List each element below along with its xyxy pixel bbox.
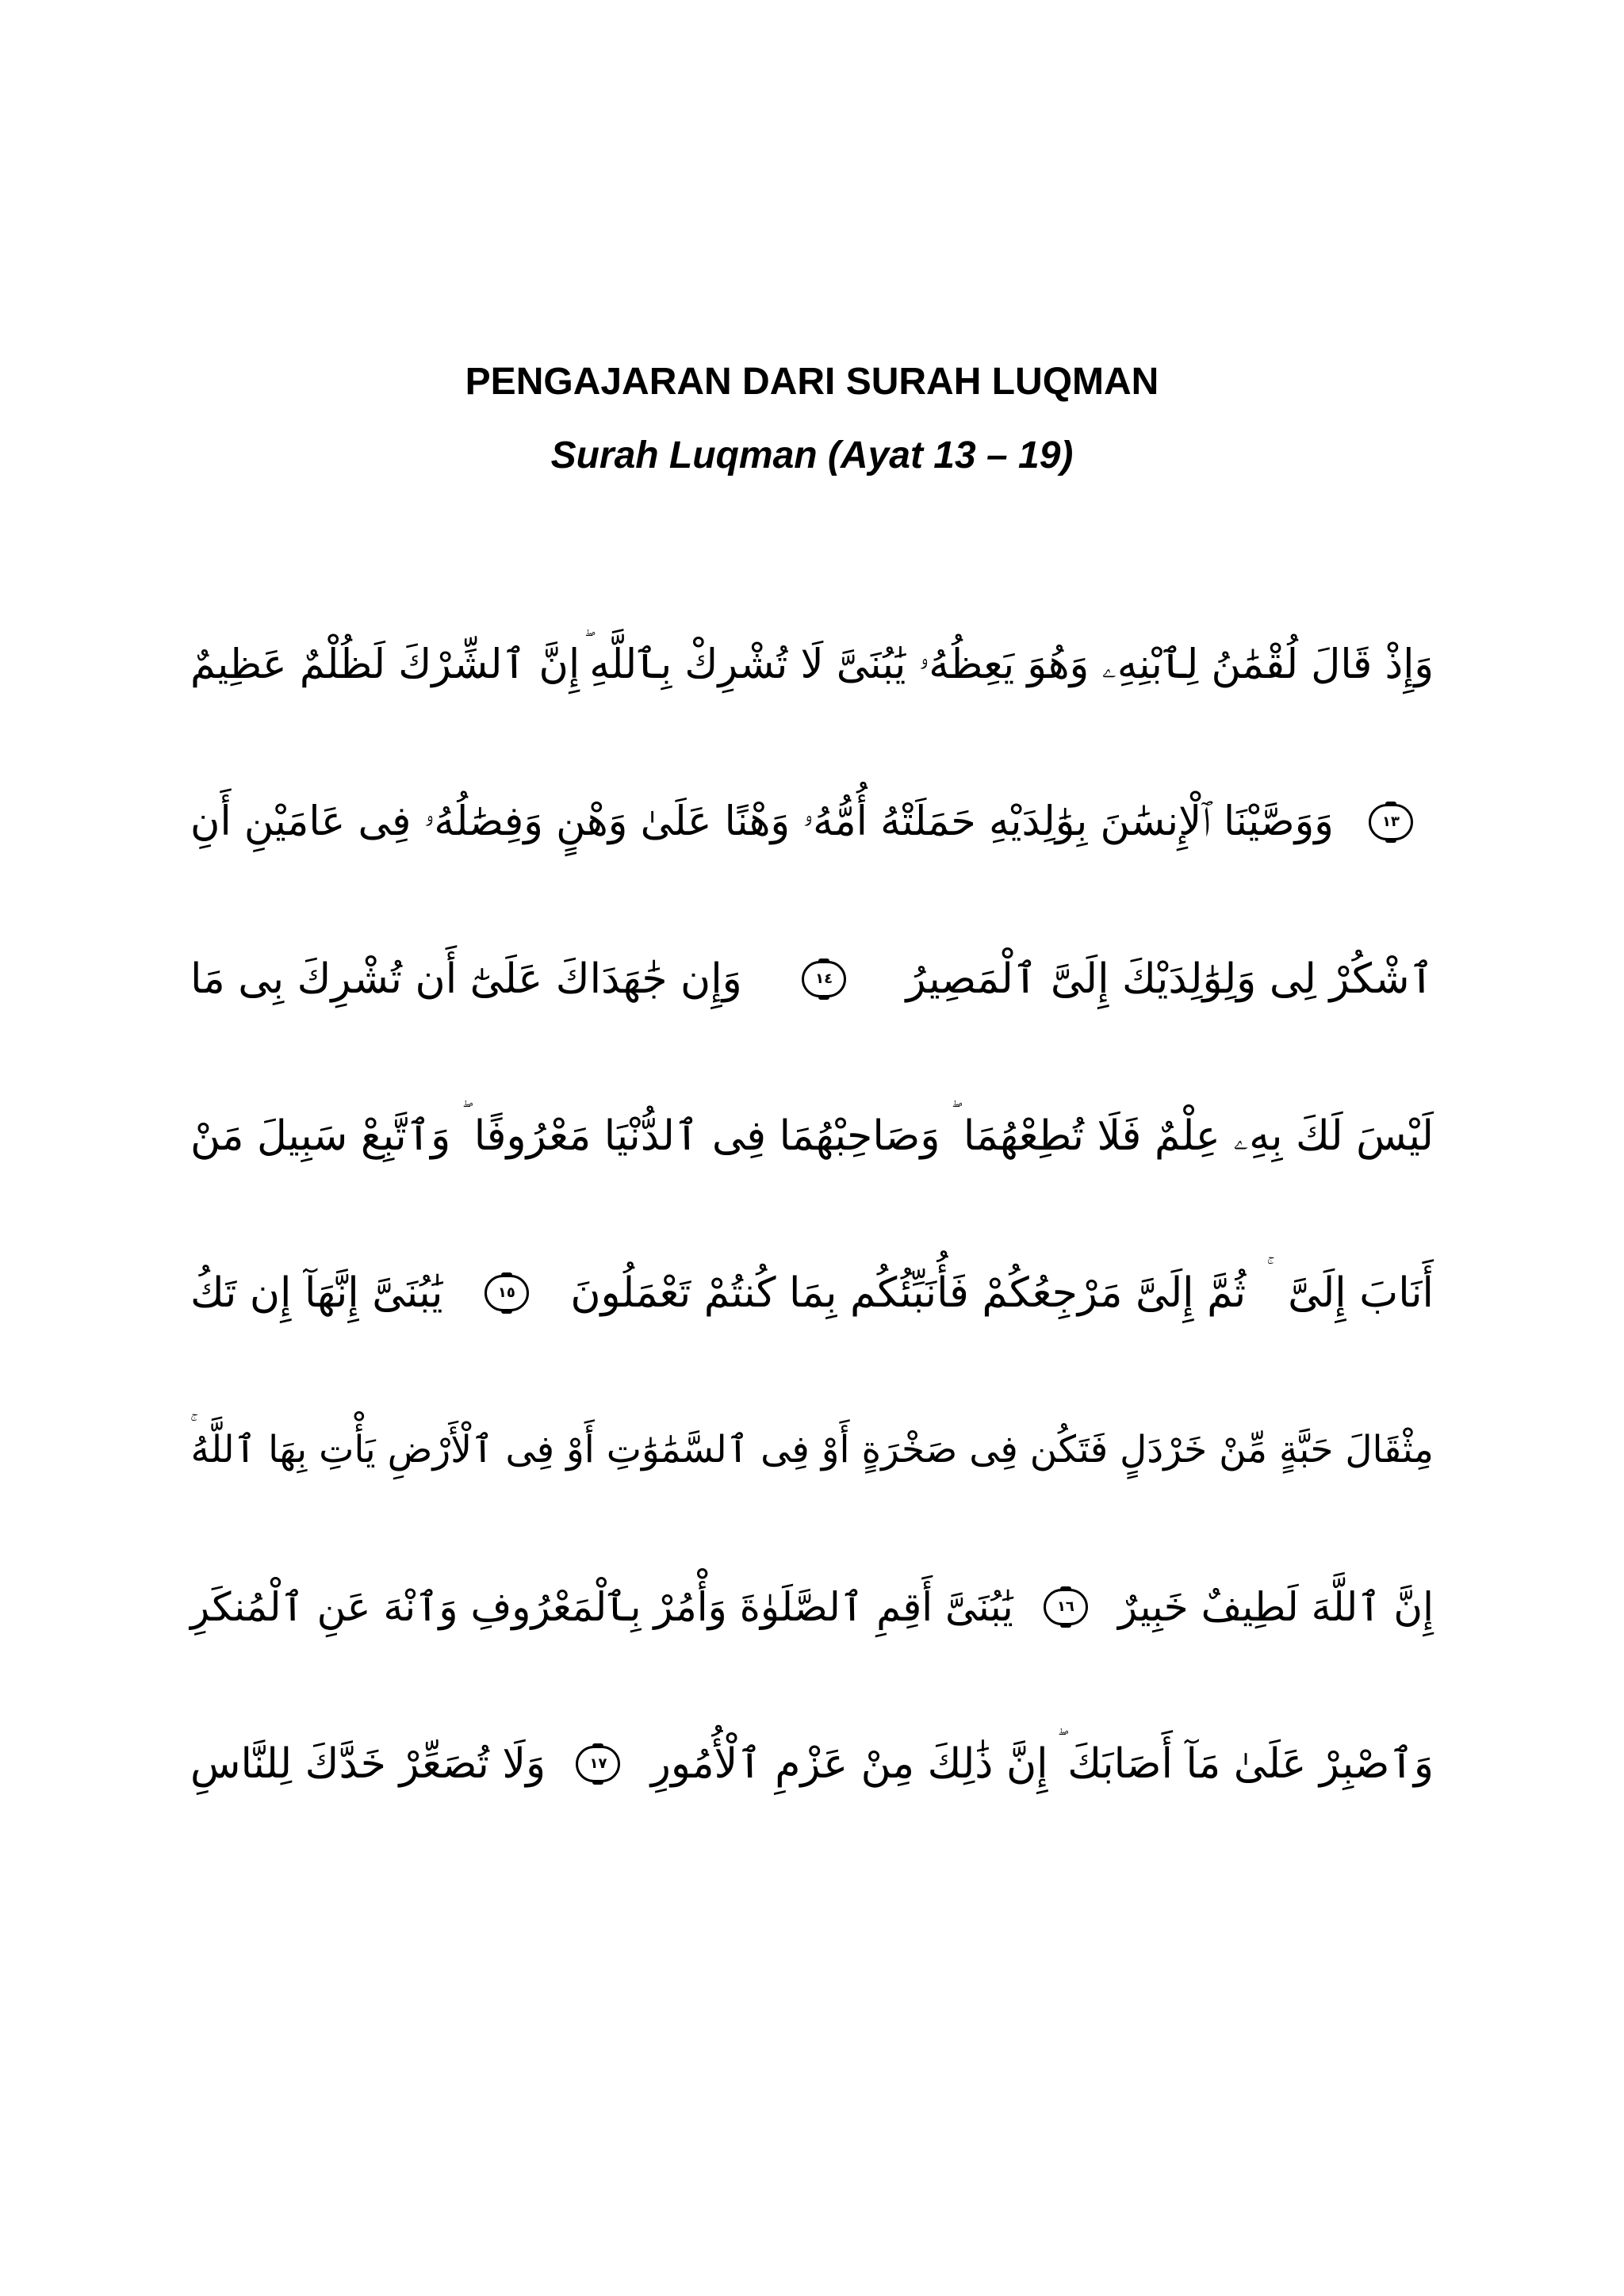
verse-text: وَٱصْبِرْ عَلَىٰ مَآ أَصَابَكَ [1067,1740,1434,1788]
verse-text: وَلَا تُصَعِّرْ خَدَّكَ لِلنَّاسِ [190,1740,546,1788]
ayah-number-marker [485,1275,529,1311]
verse-text: وَإِن جَٰهَدَاكَ عَلَىٰٓ أَن تُشْرِكَ بِى مَا [190,955,742,1003]
verse-line [190,1372,1434,1529]
ayah-number-marker [802,961,846,997]
document-title: PENGAJARAN DARI SURAH LUQMAN [465,361,1159,403]
verse-text: لَيْسَ لَكَ بِهِۦ عِلْمٌ فَلَا تُطِعْهُمَا [963,1112,1434,1160]
ayah-number: ١٤ [815,970,833,987]
ayah-number-marker [576,1746,620,1782]
ayah-number: ١٣ [1382,813,1400,830]
verse-text: وَٱتَّبِعْ سَبِيلَ مَنْ [190,1112,451,1160]
verse-text: يَٰبُنَىَّ إِنَّهَآ إِن تَكُ [190,1269,443,1317]
verse-line [190,587,1434,744]
quran-verses [190,587,1434,1843]
verse-line [190,744,1434,901]
verse-text: إِنَّ ذَٰلِكَ مِنْ عَزْمِ ٱلْأُمُورِ [650,1740,1048,1788]
verse-line [190,1529,1434,1686]
ayah-number-marker [1044,1589,1088,1625]
verse-line [190,1215,1434,1372]
verse-text: مِثْقَالَ حَبَّةٍ مِّنْ خَرْدَلٍ فَتَكُن فِى صَخْرَةٍ أَوْ فِى ٱلسَّمَٰوَٰتِ أَوْ فِى ٱلْأَرْضِ يَأْتِ بِهَا ٱللَّهُ [190,1428,1434,1471]
verse-text: وَإِذْ قَالَ لُقْمَٰنُ لِٱبْنِهِۦ وَهُوَ يَعِظُهُۥ يَٰبُنَىَّ لَا تُشْرِكْ بِٱللَّهِ [589,641,1434,688]
verse-text: أَنَابَ إِلَىَّ [1288,1269,1434,1317]
ayah-number: ١٦ [1056,1598,1074,1615]
verse-line [190,1058,1434,1215]
document-subtitle: Surah Luqman (Ayat 13 – 19) [550,434,1074,476]
ayah-number-marker [1369,804,1413,840]
verse-line [190,1686,1434,1843]
ayah-number: ١٧ [589,1755,607,1772]
ayah-number: ١٥ [497,1284,515,1301]
verse-text: وَصَاحِبْهُمَا فِى ٱلدُّنْيَا مَعْرُوفًا [473,1112,940,1160]
verse-line [190,901,1434,1058]
verse-text: وَوَصَّيْنَا ٱلْإِنسَٰنَ بِوَٰلِدَيْهِ حَمَلَتْهُ أُمُّهُۥ وَهْنًا عَلَىٰ وَهْنٍ وَفِصَٰلُهُۥ فِى عَامَيْنِ أَنِ [190,798,1334,845]
verse-text: إِنَّ ٱللَّهَ لَطِيفٌ خَبِيرٌ [1118,1584,1434,1630]
verse-text: يَٰبُنَىَّ أَقِمِ ٱلصَّلَوٰةَ وَأْمُرْ بِٱلْمَعْرُوفِ وَٱنْهَ عَنِ ٱلْمُنكَرِ [190,1584,1013,1630]
verse-text: ٱشْكُرْ لِى وَلِوَٰلِدَيْكَ إِلَىَّ ٱلْمَصِيرُ [906,955,1434,1003]
verse-text: إِنَّ ٱلشِّرْكَ لَظُلْمٌ عَظِيمٌ [190,641,580,688]
verse-text: ثُمَّ إِلَىَّ مَرْجِعُكُمْ فَأُنَبِّئُكُم بِمَا كُنتُمْ تَعْمَلُونَ [570,1269,1247,1317]
